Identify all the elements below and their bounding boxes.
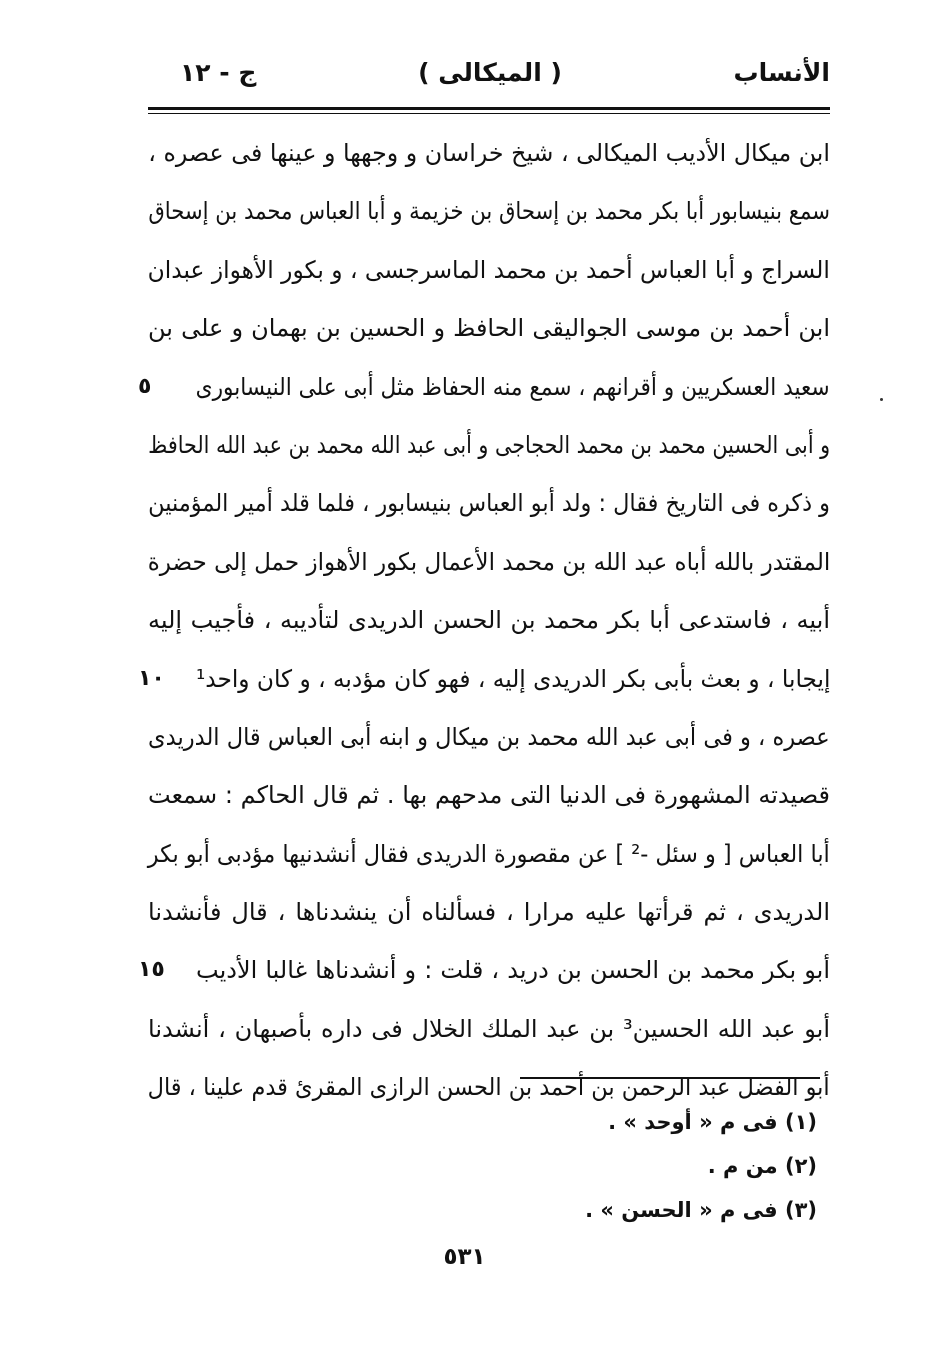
text-line xyxy=(138,650,830,708)
text-line xyxy=(148,766,830,824)
text-line xyxy=(138,941,830,999)
footnote: (٣) فى م « الحسن » . xyxy=(585,1198,817,1222)
text-line xyxy=(148,124,830,182)
main-text xyxy=(138,124,831,1117)
running-header xyxy=(150,58,830,98)
line-text: ابن ميكال الأديب الميكالى ، شيخ خراسان و وجهها و عينها فى عصره ، xyxy=(148,139,830,167)
line-text: ابن أحمد بن موسى الجواليقى الحافظ و الحسين بن بهمان و على بن xyxy=(148,314,830,343)
text-line xyxy=(148,416,830,474)
line-text: قصيدته المشهورة فى الدنيا التى مدحهم بها . ثم قال الحاكم : سمعت xyxy=(148,781,830,810)
line-text: أبيه ، فاستدعى أبا بكر محمد بن الحسن الدريدى لتأديبه ، فأجيب إليه xyxy=(148,606,830,635)
line-number: ١٠ xyxy=(138,665,165,691)
line-text: الدريدى ، ثم قرأتها عليه مرارا ، فسألناه أن ينشدناها ، قال فأنشدنا xyxy=(148,898,830,927)
page-number: ٥٣١ xyxy=(443,1244,486,1270)
line-text: سعيد العسكريين و أقرانهم ، سمع منه الحفاظ مثل أبى على النيسابورى xyxy=(196,372,830,401)
header-book-title: الأنساب xyxy=(733,58,830,87)
line-text: أبو الفضل عبد الرحمن بن أحمد بن الحسن الرازى المقرئ قدم علينا ، قال xyxy=(147,1073,830,1102)
line-text: السراج و أبا العباس أحمد بن محمد الماسرجسى ، و بكور الأهواز عبدان xyxy=(147,255,830,284)
text-line xyxy=(148,591,830,649)
line-text: و أبى الحسين محمد بن محمد الحجاجى و أبى عبد الله محمد بن عبد الله الحافظ xyxy=(148,430,830,459)
line-number: ١٥ xyxy=(138,957,165,983)
line-text: أبو بكر محمد بن الحسن بن دريد ، قلت : و أنشدناها غالبا الأديب xyxy=(196,956,830,985)
line-text: و ذكره فى التاريخ فقال : ولد أبو العباس بنيسابور ، فلما قلد أمير المؤمنين xyxy=(148,489,830,518)
footnote: (١) فى م « أوحد » . xyxy=(608,1110,817,1134)
text-line xyxy=(148,883,830,941)
header-volume: ج - ١٢ xyxy=(180,58,257,87)
text-line xyxy=(148,825,830,883)
footnotes xyxy=(585,1102,817,1234)
line-number: ٥ xyxy=(138,373,152,399)
line-text: إيجابا ، و بعث بأبى بكر الدريدى إليه ، فهو كان مؤدبه ، و كان واحد¹ xyxy=(195,664,830,693)
text-line xyxy=(148,241,830,299)
text-line xyxy=(148,182,830,240)
text-line xyxy=(148,1000,830,1058)
header-rule-thick xyxy=(148,107,830,110)
line-text: عصره ، و فى أبى عبد الله محمد بن ميكال و ابنه أبى العباس قال الدريدى xyxy=(148,722,830,751)
line-text: سمع بنيسابور أبا بكر محمد بن إسحاق بن خزيمة و أبا العباس محمد بن إسحاق xyxy=(148,197,830,226)
text-line xyxy=(148,533,830,591)
text-line xyxy=(138,358,830,416)
line-text: المقتدر بالله أباه عبد الله بن محمد الأعمال بكور الأهواز حمل إلى حضرة xyxy=(147,547,830,576)
header-entry-title: ( الميكالى ) xyxy=(418,58,562,87)
footnote: (٢) من م . xyxy=(707,1154,817,1178)
text-line xyxy=(148,708,830,766)
footnote-separator xyxy=(520,1077,820,1079)
header-rule-thin xyxy=(148,113,830,114)
text-line xyxy=(148,299,830,357)
text-line xyxy=(148,474,830,532)
scan-speck xyxy=(880,398,883,401)
line-text: أبو عبد الله الحسين³ بن عبد الملك الخلال فى داره بأصبهان ، أنشدنا xyxy=(148,1014,831,1043)
line-text: أبا العباس [ و سئل -² ] عن مقصورة الدريدى فقال أنشدنيها مؤدبى أبو بكر xyxy=(147,839,830,868)
